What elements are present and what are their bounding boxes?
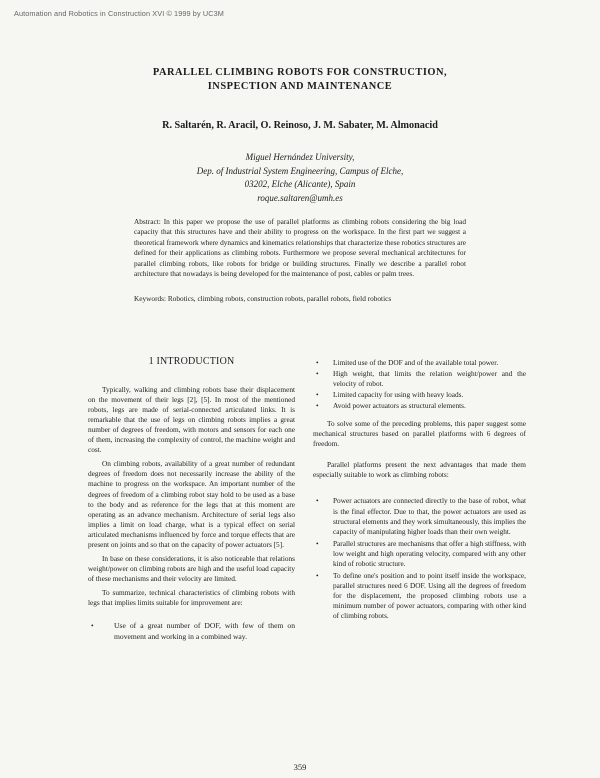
list-item-text: Avoid power actuators as structural elements. xyxy=(333,401,466,411)
bullet-icon: • xyxy=(91,621,94,631)
list-item xyxy=(313,539,526,569)
limitations-list-continued xyxy=(313,358,526,411)
list-item-text: Parallel structures are mechanisms that offer a high stiffness, with low weight and high operating velocity, compared with any other kind of robotic structure. xyxy=(333,538,526,568)
bullet-icon: • xyxy=(316,369,319,379)
bullet-icon: • xyxy=(316,570,319,580)
right-paragraph-2: Parallel platforms present the next advantages that made them especially suitable to work as climbing robots: xyxy=(313,460,526,480)
list-item xyxy=(88,621,295,642)
title-line-2: INSPECTION AND MAINTENANCE xyxy=(207,81,393,92)
affiliation-email: roque.saltaren@umh.es xyxy=(257,192,343,203)
paper-title xyxy=(0,66,600,94)
author-list: R. Saltarén, R. Aracil, O. Reinoso, J. M. Sabater, M. Almonacid xyxy=(162,120,438,131)
list-item-text: Use of a great number of DOF, with few of them on movement and working in a combined way. xyxy=(114,621,295,641)
list-item xyxy=(313,496,526,536)
list-item xyxy=(313,390,526,400)
bullet-icon: • xyxy=(316,358,319,367)
intro-paragraph-4: To summarize, technical characteristics of climbing robots with legs that implies limits suitable for improvement are: xyxy=(88,587,295,607)
list-item-text: High weight, that limits the relation weight/power and the velocity of robot. xyxy=(333,369,526,389)
limitations-list xyxy=(88,621,295,642)
list-item-text: To define one's position and to point itself inside the workspace, parallel structures need 6 DOF. Using all the degrees of freedom for the displacement, the proposed climbing robots use a minimum number of power actuators, comparing with other kind of climbing robots. xyxy=(333,570,526,620)
intro-paragraph-1: Typically, walking and climbing robots base their displacement on the movement of their legs [2], [5]. In most of the mentioned robots, legs are made of serial-connected articulated links. It is remarkable that the use of legs on climbing robots implies a great number of degrees of freedom, with motors and sensors for each one of them, increasing the complexity of control, the machine weight and cost. xyxy=(88,385,295,455)
right-paragraph-1: To solve some of the preceding problems, this paper suggest some mechanical structures based on parallel platforms with 6 degrees of freedom. xyxy=(313,419,526,449)
running-header: Automation and Robotics in Construction XVI © 1999 by UC3M xyxy=(14,9,224,18)
list-item-text: Power actuators are connected directly to the base of robot, what is the final effector. Due to that, the power actuators are used as structural elements and they work simultaneously, this implies the capacity of manipulating higher loads than their own weight. xyxy=(333,496,526,536)
bullet-icon: • xyxy=(316,496,319,506)
list-item xyxy=(313,401,526,411)
affiliation-department: Dep. of Industrial System Engineering, Campus of Elche, xyxy=(196,165,404,176)
bullet-icon: • xyxy=(316,401,319,411)
abstract: Abstract: In this paper we propose the use of parallel platforms as climbing robots considering the big load capacity that this structures have and their ability to progress on the workspace. In the first part we suggest a theoretical framework where dynamics and kinematics relationships that characterize these robotics structures are defined for their applications as climbing robots. Furthermore we propose several mechanical architectures for parallel climbing robots, like robots for bridge or building structures. Finally we describe a parallel robot architecture that nowadays is being developed for the maintenance of post, cables or palm trees. xyxy=(134,217,466,279)
list-item xyxy=(313,358,526,368)
title-line-1: PARALLEL CLIMBING ROBOTS FOR CONSTRUCTION, xyxy=(152,67,448,78)
left-column xyxy=(88,357,295,643)
page-number: 359 xyxy=(293,762,307,772)
list-item xyxy=(313,571,526,621)
section-heading: 1 INTRODUCTION xyxy=(148,356,235,367)
affiliation xyxy=(0,151,600,205)
right-column xyxy=(313,358,526,623)
list-item xyxy=(313,369,526,389)
affiliation-address: 03202, Elche (Alicante), Spain xyxy=(244,179,356,189)
list-item-text: Limited capacity for using with heavy loads. xyxy=(333,390,464,400)
affiliation-university: Miguel Hernández University, xyxy=(245,152,355,162)
intro-paragraph-3: In base on these considerations, it is also noticeable that relations weight/power on climbing robots are high and the useful load capacity of these mechanisms and their velocity are limited. xyxy=(88,553,295,583)
keywords: Keywords: Robotics, climbing robots, construction robots, parallel robots, field robotics xyxy=(134,294,392,303)
intro-paragraph-2: On climbing robots, availability of a great number of redundant degrees of freedom does not necessarily increase the ability of the machine to progress on the workspace. An important number of the degrees of freedom of a climbing robot stay hold to be used as a base to the body and as reference for the legs that at this moment are operating as an advance mechanism. Architecture of serial legs also implies a limit on load charge, what is a typical effect on serial articulated mechanisms influenced by force and torque effects that are present on joints and so that on the capacity of power actuators [5]. xyxy=(88,459,295,549)
list-item-text: Limited use of the DOF and of the available total power. xyxy=(333,358,499,367)
advantages-list xyxy=(313,496,526,621)
bullet-icon: • xyxy=(316,390,319,400)
bullet-icon: • xyxy=(316,538,319,548)
